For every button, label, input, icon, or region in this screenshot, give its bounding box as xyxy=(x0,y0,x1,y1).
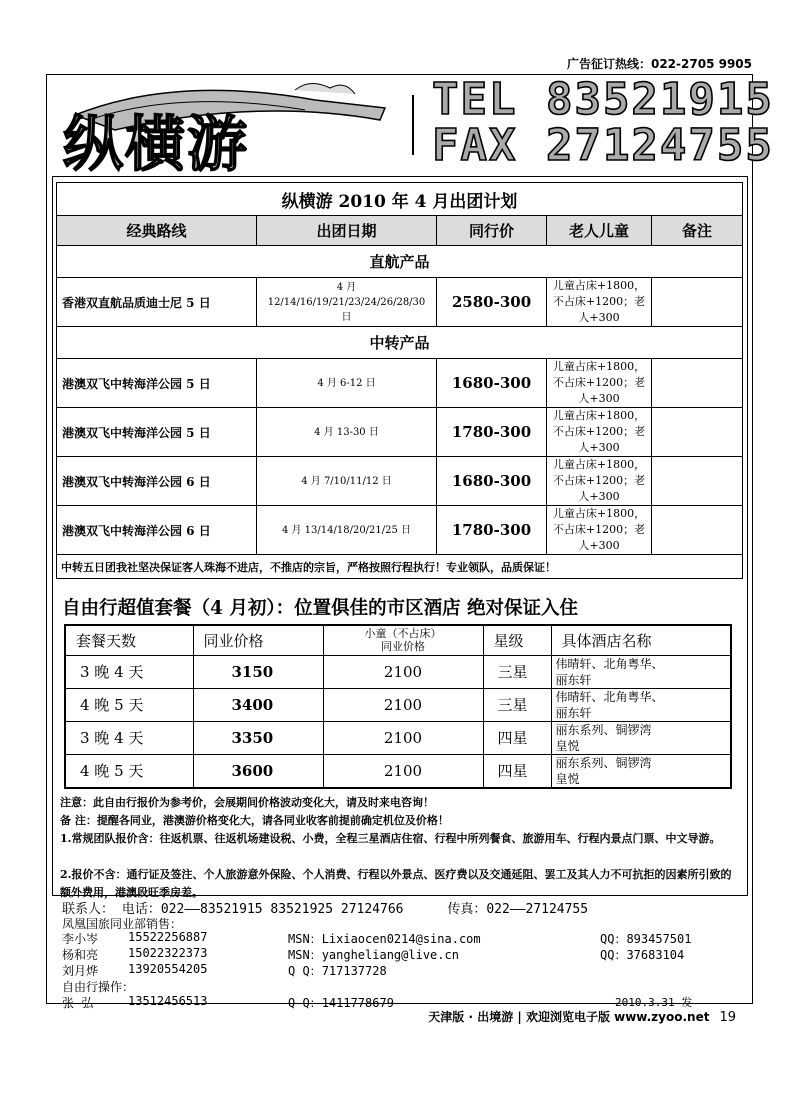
package-price: 3600 xyxy=(193,754,323,788)
tel-number: TEL 83521915 xyxy=(432,74,774,125)
staff-qq: QQ：893457501 xyxy=(600,932,692,946)
staff-im: MSN：Lixiaocen0214@sina.com xyxy=(288,932,481,946)
zongheng-logo xyxy=(55,80,400,175)
col-trade-price: 同业价格 xyxy=(193,625,323,655)
remark-cell xyxy=(652,506,743,555)
issue-date: 2010.3.31 发 xyxy=(615,996,693,1009)
table-row xyxy=(57,359,743,408)
col-date: 出团日期 xyxy=(257,216,437,246)
staff-phone: 15522256887 xyxy=(128,930,208,944)
section-transfer: 中转产品 xyxy=(57,327,743,359)
remark-cell xyxy=(652,359,743,408)
remark-cell xyxy=(652,278,743,327)
table-row xyxy=(57,278,743,327)
plan-title: 纵横游 2010 年 4 月出团计划 xyxy=(57,183,743,216)
trade-price: 2580-300 xyxy=(437,278,547,327)
staff-qq: QQ：37683104 xyxy=(600,948,685,962)
fax-number: FAX 27124755 xyxy=(432,120,774,171)
table-row xyxy=(57,408,743,457)
section-direct: 直航产品 xyxy=(57,246,743,278)
departure-date: 4 月 13/14/18/20/21/25 日 xyxy=(257,506,437,555)
hotel-names: 伟晴轩、北角粤华、 丽东轩 xyxy=(551,655,731,688)
phone-label: 电话： xyxy=(121,902,161,917)
child-price: 2100 xyxy=(323,754,483,788)
staff-name: 张 弘 xyxy=(62,996,94,1010)
col-route: 经典路线 xyxy=(57,216,257,246)
free-travel-title: 自由行超值套餐（4 月初）：位置俱佳的市区酒店 绝对保证入住 xyxy=(62,598,579,619)
tour-plan-table xyxy=(56,182,743,579)
fax-label: 传真： xyxy=(447,902,487,917)
staff-phone: 13920554205 xyxy=(128,962,208,976)
star-rating: 三星 xyxy=(483,655,551,688)
elder-child-note: 儿童占床+1800， 不占床+1200；老 人+300 xyxy=(547,506,652,555)
table-row xyxy=(57,506,743,555)
package-days: 4 晚 5 天 xyxy=(65,754,193,788)
col-days: 套餐天数 xyxy=(65,625,193,655)
staff-name: 刘月烨 xyxy=(62,964,99,978)
page-footer xyxy=(428,1008,736,1025)
star-rating: 四星 xyxy=(483,754,551,788)
hotel-names: 伟晴轩、北角粤华、 丽东轩 xyxy=(551,688,731,721)
col-elder-child: 老人儿童 xyxy=(547,216,652,246)
route-name: 港澳双飞中转海洋公园 5 日 xyxy=(57,359,257,408)
elder-child-note: 儿童占床+1800， 不占床+1200；老 人+300 xyxy=(547,359,652,408)
table-row xyxy=(65,655,731,688)
contact-fax: 022——27124755 xyxy=(486,902,589,917)
departure-date: 4 月 13-30 日 xyxy=(257,408,437,457)
free-header-row xyxy=(65,625,731,655)
staff-phone: 13512456513 xyxy=(128,994,208,1008)
route-name: 港澳双飞中转海洋公园 6 日 xyxy=(57,506,257,555)
remark-cell xyxy=(652,408,743,457)
package-price: 3150 xyxy=(193,655,323,688)
star-rating: 三星 xyxy=(483,688,551,721)
col-price: 同行价 xyxy=(437,216,547,246)
col-hotel: 具体酒店名称 xyxy=(551,625,731,655)
staff-im: Q Q：717137728 xyxy=(288,964,387,978)
staff-im: Q Q：1411778679 xyxy=(288,996,394,1010)
child-price: 2100 xyxy=(323,655,483,688)
plan-header-row xyxy=(57,216,743,246)
col-child-price: 小童（不占床） 同业价格 xyxy=(323,625,483,655)
package-days: 3 晚 4 天 xyxy=(65,721,193,754)
child-price: 2100 xyxy=(323,721,483,754)
price-attention-note: 注意：此自由行报价为参考价，会展期间价格波动变化大，请及时来电咨询！ xyxy=(60,796,434,809)
table-row xyxy=(65,754,731,788)
header-divider xyxy=(412,95,414,155)
star-rating: 四星 xyxy=(483,721,551,754)
quality-promise: 中转五日团我社坚决保证客人珠海不进店，不推店的宗旨，严格按照行程执行！专业领队，品质保证！ xyxy=(57,555,743,579)
trade-price: 1680-300 xyxy=(437,359,547,408)
route-name: 港澳双飞中转海洋公园 6 日 xyxy=(57,457,257,506)
package-price: 3400 xyxy=(193,688,323,721)
contact-phone: 022——83521915 83521925 27124766 xyxy=(160,902,404,917)
trade-price: 1680-300 xyxy=(437,457,547,506)
route-name: 香港双直航品质迪士尼 5 日 xyxy=(57,278,257,327)
ad-hotline: 广告征订热线：022-2705 9905 xyxy=(566,57,752,71)
staff-im: MSN：yangheliang@live.cn xyxy=(288,948,459,962)
staff-phone: 15022322373 xyxy=(128,946,208,960)
footer-text: 天津版 · 出境游 | 欢迎浏览电子版 www.zyoo.net xyxy=(428,1010,710,1024)
table-row xyxy=(57,457,743,506)
table-row xyxy=(65,721,731,754)
free-travel-table xyxy=(64,624,732,789)
hotel-names: 丽东系列、铜锣湾 皇悦 xyxy=(551,754,731,788)
child-price: 2100 xyxy=(323,688,483,721)
elder-child-note: 儿童占床+1800， 不占床+1200；老 人+300 xyxy=(547,278,652,327)
elder-child-note: 儿童占床+1800， 不占床+1200；老 人+300 xyxy=(547,408,652,457)
route-name: 港澳双飞中转海洋公园 5 日 xyxy=(57,408,257,457)
table-row xyxy=(65,688,731,721)
hotel-names: 丽东系列、铜锣湾 皇悦 xyxy=(551,721,731,754)
departure-date: 4 月 6-12 日 xyxy=(257,359,437,408)
price-include-note: 1.常规团队报价含：往返机票、往返机场建设税、小费，全程三星酒店住宿、行程中所列餐食、旅游用车、行程内景点门票、中文导游。 xyxy=(60,832,721,845)
page-number: 19 xyxy=(719,1010,736,1025)
trade-price: 1780-300 xyxy=(437,408,547,457)
col-star: 星级 xyxy=(483,625,551,655)
elder-child-note: 儿童占床+1800， 不占床+1200；老 人+300 xyxy=(547,457,652,506)
remark-cell xyxy=(652,457,743,506)
package-price: 3350 xyxy=(193,721,323,754)
free-travel-op-label: 自由行操作： xyxy=(62,980,135,994)
departure-date: 4 月 7/10/11/12 日 xyxy=(257,457,437,506)
staff-name: 李小岑 xyxy=(62,932,99,946)
sales-dept-label: 凤凰国旅同业部销售： xyxy=(62,917,183,931)
package-days: 3 晚 4 天 xyxy=(65,655,193,688)
package-days: 4 晚 5 天 xyxy=(65,688,193,721)
contact-label: 联系人： xyxy=(62,902,115,917)
price-exclude-note: 2.报价不含：通行证及签注、个人旅游意外保险、个人消费、行程以外景点、医疗费以及交通延阻、罢工及其人力不可抗拒的因素所引致的额外费用，港澳段旺季房差。 xyxy=(60,868,732,899)
col-remark: 备注 xyxy=(652,216,743,246)
logo-text: 纵横游 xyxy=(63,110,249,175)
trade-price: 1780-300 xyxy=(437,506,547,555)
trade-remark-note: 备 注：提醒各同业，港澳游价格变化大，请各同业收客前提前确定机位及价格！ xyxy=(60,814,449,827)
staff-name: 杨和亮 xyxy=(62,948,99,962)
departure-date: 4 月 12/14/16/19/21/23/24/26/28/30 日 xyxy=(257,278,437,327)
